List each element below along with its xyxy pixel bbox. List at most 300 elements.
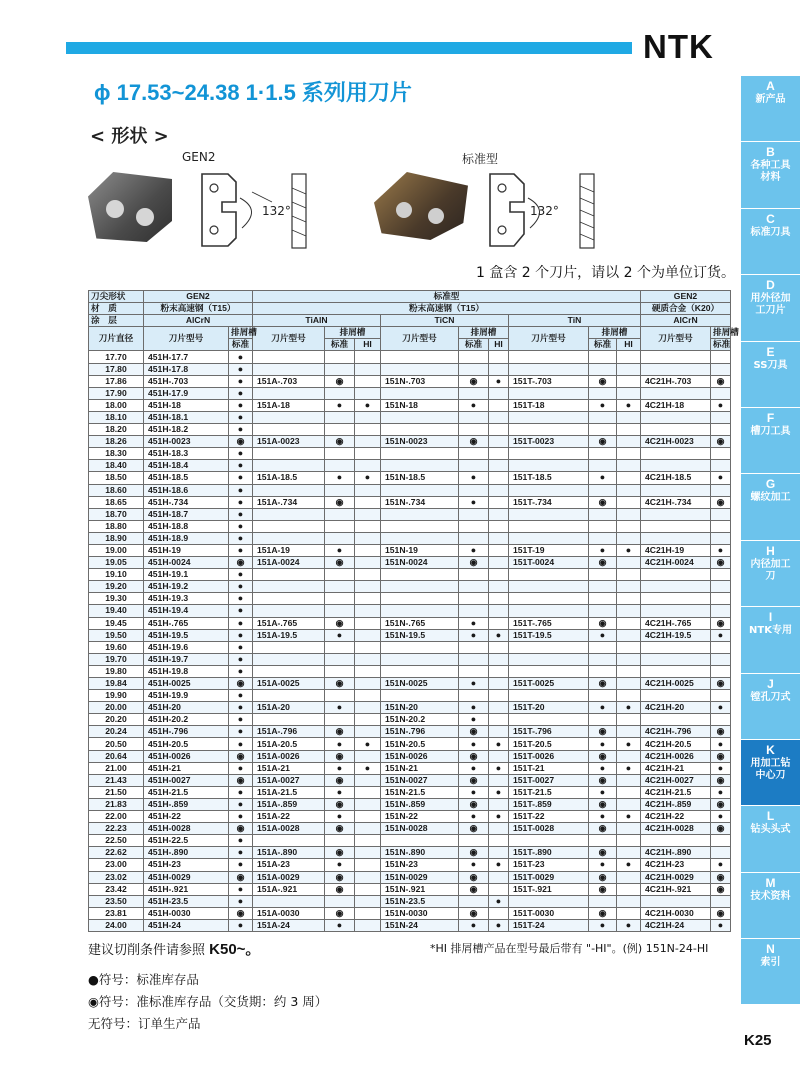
cell-stock-mark xyxy=(355,557,381,569)
cell-model: 4C21H-0024 xyxy=(641,557,711,569)
cell-model xyxy=(381,411,459,423)
cell-stock-mark xyxy=(325,895,355,907)
section-tab-f[interactable] xyxy=(741,408,800,474)
cell-stock-mark xyxy=(355,436,381,448)
section-tab-label: NTK专用 xyxy=(749,625,792,637)
cell-model: 151T-19 xyxy=(509,544,589,556)
page-number: K25 xyxy=(744,1032,772,1049)
table-row xyxy=(89,835,731,847)
cell-diameter: 20.20 xyxy=(89,714,144,726)
cell-model: 451H-20.5 xyxy=(144,738,229,750)
cell-model: 4C21H-19.5 xyxy=(641,629,711,641)
cell-stock-mark xyxy=(617,351,641,363)
cell-stock-mark xyxy=(617,907,641,919)
cell-stock-mark: ● xyxy=(459,859,489,871)
legend-order-made: 无符号：订单生产品 xyxy=(88,1016,201,1031)
section-tab-m[interactable] xyxy=(741,873,800,939)
cell-stock-mark xyxy=(489,750,509,762)
cell-model xyxy=(253,665,325,677)
cell-stock-mark: ◉ xyxy=(229,871,253,883)
cell-model: 151T-20.5 xyxy=(509,738,589,750)
cell-stock-mark: ● xyxy=(229,544,253,556)
cell-stock-mark xyxy=(459,448,489,460)
cell-diameter: 20.64 xyxy=(89,750,144,762)
cell-model: 151A-.859 xyxy=(253,798,325,810)
cell-stock-mark xyxy=(325,581,355,593)
cell-model xyxy=(641,424,711,436)
cell-stock-mark xyxy=(617,496,641,508)
cell-stock-mark: ● xyxy=(617,399,641,411)
cell-stock-mark xyxy=(489,641,509,653)
cell-stock-mark xyxy=(325,653,355,665)
cell-stock-mark: ◉ xyxy=(711,678,731,690)
cell-stock-mark xyxy=(355,448,381,460)
cell-stock-mark: ● xyxy=(589,919,617,931)
cell-stock-mark xyxy=(355,859,381,871)
cell-stock-mark xyxy=(489,436,509,448)
hi-note: *HI 排屑槽产品在型号最后带有 "-HI"。(例) 151N-24-HI xyxy=(430,942,709,955)
cell-stock-mark: ● xyxy=(229,665,253,677)
cell-diameter: 22.00 xyxy=(89,811,144,823)
cell-model: 451H-18.1 xyxy=(144,411,229,423)
cell-stock-mark: ● xyxy=(711,762,731,774)
cell-stock-mark: ◉ xyxy=(325,726,355,738)
header-chip-gen2: 排屑槽 xyxy=(229,327,253,339)
cell-stock-mark xyxy=(459,569,489,581)
cell-model xyxy=(641,448,711,460)
cell-stock-mark xyxy=(489,798,509,810)
cell-model: 151N-0030 xyxy=(381,907,459,919)
cell-stock-mark xyxy=(489,387,509,399)
cell-model: 4C21H-21 xyxy=(641,762,711,774)
cell-model: 451H-17.8 xyxy=(144,363,229,375)
table-row xyxy=(89,919,731,931)
cell-model xyxy=(509,581,589,593)
header-std-tin: 标准 xyxy=(589,339,617,351)
cell-stock-mark xyxy=(355,798,381,810)
cell-stock-mark: ● xyxy=(459,811,489,823)
cell-diameter: 19.90 xyxy=(89,690,144,702)
table-row xyxy=(89,665,731,677)
cell-stock-mark: ◉ xyxy=(589,907,617,919)
cell-model xyxy=(641,593,711,605)
cell-model: 151A-18.5 xyxy=(253,472,325,484)
cell-model: 151N-0028 xyxy=(381,823,459,835)
cell-model: 4C21H-0025 xyxy=(641,678,711,690)
cell-stock-mark: ● xyxy=(489,629,509,641)
section-tab-b[interactable] xyxy=(741,142,800,208)
cutting-conditions-ref: K50~。 xyxy=(209,941,261,958)
cell-stock-mark xyxy=(711,569,731,581)
cell-stock-mark xyxy=(355,617,381,629)
cell-stock-mark: ● xyxy=(589,399,617,411)
cell-stock-mark: ● xyxy=(589,738,617,750)
section-tab-letter: N xyxy=(766,942,775,957)
cell-stock-mark: ● xyxy=(617,544,641,556)
cell-stock-mark: ● xyxy=(589,811,617,823)
cell-stock-mark xyxy=(355,641,381,653)
cell-model xyxy=(509,532,589,544)
cell-stock-mark xyxy=(355,786,381,798)
section-tab-letter: A xyxy=(766,79,775,93)
cell-model: 151N-0029 xyxy=(381,871,459,883)
cell-model xyxy=(509,641,589,653)
cell-model: 451H-.921 xyxy=(144,883,229,895)
cell-model xyxy=(509,665,589,677)
cell-diameter: 21.43 xyxy=(89,774,144,786)
header-chip-tialn: 排屑槽 xyxy=(325,327,381,339)
cell-diameter: 18.10 xyxy=(89,411,144,423)
cell-stock-mark xyxy=(355,678,381,690)
cell-diameter: 18.50 xyxy=(89,472,144,484)
cell-stock-mark: ● xyxy=(617,702,641,714)
cell-model xyxy=(253,351,325,363)
cell-model xyxy=(253,641,325,653)
cell-stock-mark xyxy=(459,532,489,544)
cell-stock-mark xyxy=(325,593,355,605)
cell-model xyxy=(381,835,459,847)
cell-model: 151N-0023 xyxy=(381,436,459,448)
cell-stock-mark xyxy=(711,665,731,677)
cell-model: 151N-0026 xyxy=(381,750,459,762)
cell-stock-mark xyxy=(489,907,509,919)
cell-model: 451H-23.5 xyxy=(144,895,229,907)
cell-model: 451H-18.3 xyxy=(144,448,229,460)
cell-stock-mark: ◉ xyxy=(325,774,355,786)
cell-stock-mark xyxy=(489,883,509,895)
cell-diameter: 23.50 xyxy=(89,895,144,907)
cell-stock-mark xyxy=(589,714,617,726)
table-row xyxy=(89,653,731,665)
cell-stock-mark xyxy=(617,883,641,895)
cell-stock-mark xyxy=(355,835,381,847)
cell-stock-mark xyxy=(711,484,731,496)
cell-model: 451H-18.4 xyxy=(144,460,229,472)
cell-stock-mark xyxy=(355,895,381,907)
cell-diameter: 19.10 xyxy=(89,569,144,581)
cell-model xyxy=(381,641,459,653)
cell-stock-mark: ◉ xyxy=(589,823,617,835)
cell-stock-mark: ● xyxy=(589,786,617,798)
cell-stock-mark: ◉ xyxy=(325,678,355,690)
cell-model xyxy=(509,653,589,665)
cell-stock-mark xyxy=(355,460,381,472)
table-row xyxy=(89,448,731,460)
cell-model: 151A-0024 xyxy=(253,557,325,569)
cell-model xyxy=(641,520,711,532)
cell-stock-mark xyxy=(355,544,381,556)
section-tab-a[interactable] xyxy=(741,76,800,142)
cell-model: 451H-0026 xyxy=(144,750,229,762)
cell-stock-mark xyxy=(489,665,509,677)
cell-diameter: 20.00 xyxy=(89,702,144,714)
cell-model: 151A-20.5 xyxy=(253,738,325,750)
header-accent-bar xyxy=(66,42,632,54)
cell-stock-mark: ◉ xyxy=(459,750,489,762)
cell-stock-mark xyxy=(489,411,509,423)
cell-model: 451H-17.7 xyxy=(144,351,229,363)
section-tab-n[interactable] xyxy=(741,939,800,1005)
cell-model: 4C21H-19 xyxy=(641,544,711,556)
cell-model: 451H-19.6 xyxy=(144,641,229,653)
cell-model: 451H-18 xyxy=(144,399,229,411)
section-tab-letter: I xyxy=(768,610,773,625)
cell-model: 151N-.890 xyxy=(381,847,459,859)
cell-model: 151A-0026 xyxy=(253,750,325,762)
cell-stock-mark: ● xyxy=(229,593,253,605)
table-row xyxy=(89,581,731,593)
cell-stock-mark: ◉ xyxy=(325,436,355,448)
cell-model xyxy=(641,351,711,363)
cell-model: 451H-19.8 xyxy=(144,665,229,677)
cell-model: 451H-18.2 xyxy=(144,424,229,436)
table-row xyxy=(89,436,731,448)
cell-model xyxy=(381,605,459,617)
insert-drawing-gen2 xyxy=(196,168,316,252)
cell-stock-mark: ● xyxy=(229,786,253,798)
cell-stock-mark: ◉ xyxy=(459,883,489,895)
cell-stock-mark: ◉ xyxy=(589,883,617,895)
cell-stock-mark xyxy=(355,375,381,387)
cell-stock-mark: ● xyxy=(489,786,509,798)
section-tab-l[interactable] xyxy=(741,806,800,872)
cell-stock-mark xyxy=(355,581,381,593)
cell-stock-mark: ◉ xyxy=(711,617,731,629)
cell-diameter: 22.50 xyxy=(89,835,144,847)
cell-model xyxy=(381,387,459,399)
cell-stock-mark: ◉ xyxy=(325,557,355,569)
cell-stock-mark: ◉ xyxy=(229,436,253,448)
cell-stock-mark xyxy=(617,557,641,569)
cell-diameter: 19.70 xyxy=(89,653,144,665)
table-row xyxy=(89,702,731,714)
section-tab-i[interactable] xyxy=(741,607,800,673)
section-tab-j[interactable] xyxy=(741,674,800,740)
cell-stock-mark: ◉ xyxy=(325,871,355,883)
cell-stock-mark xyxy=(459,520,489,532)
cell-model xyxy=(641,581,711,593)
cell-model: 151N-20.5 xyxy=(381,738,459,750)
header-std-ticn: 标准 xyxy=(459,339,489,351)
cell-stock-mark: ◉ xyxy=(589,617,617,629)
cell-stock-mark xyxy=(489,460,509,472)
cell-stock-mark xyxy=(617,798,641,810)
cell-model: 151A-24 xyxy=(253,919,325,931)
section-tab-label: 各种工具材料 xyxy=(750,160,791,184)
header-material-label: 材 质 xyxy=(89,303,144,315)
cell-diameter: 17.70 xyxy=(89,351,144,363)
cell-model: 451H-19 xyxy=(144,544,229,556)
cell-diameter: 19.50 xyxy=(89,629,144,641)
cell-stock-mark xyxy=(325,508,355,520)
table-row xyxy=(89,387,731,399)
table-row xyxy=(89,375,731,387)
header-std-carbide: 标准 xyxy=(711,339,731,351)
cell-diameter: 23.00 xyxy=(89,859,144,871)
cell-stock-mark xyxy=(325,484,355,496)
cell-stock-mark xyxy=(617,835,641,847)
cell-stock-mark: ◉ xyxy=(711,557,731,569)
cell-stock-mark: ● xyxy=(229,726,253,738)
cell-stock-mark: ◉ xyxy=(229,774,253,786)
cell-model: 4C21H-.921 xyxy=(641,883,711,895)
cell-diameter: 19.30 xyxy=(89,593,144,605)
cell-stock-mark: ◉ xyxy=(589,726,617,738)
cell-stock-mark xyxy=(489,847,509,859)
cell-diameter: 23.02 xyxy=(89,871,144,883)
cell-stock-mark: ● xyxy=(711,399,731,411)
cell-model: 451H-21.5 xyxy=(144,786,229,798)
section-tab-g[interactable] xyxy=(741,474,800,540)
cell-model: 151N-0025 xyxy=(381,678,459,690)
cell-stock-mark: ● xyxy=(459,678,489,690)
header-coating-tialn: TiAlN xyxy=(253,315,381,327)
cell-stock-mark: ● xyxy=(229,605,253,617)
cell-stock-mark xyxy=(617,593,641,605)
section-tabs xyxy=(741,76,800,1005)
section-tab-letter: B xyxy=(766,145,775,160)
cell-model: 4C21H-20 xyxy=(641,702,711,714)
cell-model: 151N-0027 xyxy=(381,774,459,786)
cell-stock-mark xyxy=(489,605,509,617)
cell-stock-mark xyxy=(589,508,617,520)
cell-model: 151T-0028 xyxy=(509,823,589,835)
cell-model: 451H-19.4 xyxy=(144,605,229,617)
cell-model xyxy=(641,714,711,726)
section-tab-c[interactable] xyxy=(741,209,800,275)
cell-diameter: 17.90 xyxy=(89,387,144,399)
cell-model: 4C21H-18 xyxy=(641,399,711,411)
cell-stock-mark: ◉ xyxy=(711,774,731,786)
cell-stock-mark: ◉ xyxy=(711,883,731,895)
cell-model: 151A-19.5 xyxy=(253,629,325,641)
cell-model xyxy=(381,424,459,436)
cell-diameter: 19.84 xyxy=(89,678,144,690)
cell-stock-mark xyxy=(489,363,509,375)
cell-stock-mark xyxy=(459,424,489,436)
cell-stock-mark xyxy=(325,363,355,375)
cell-stock-mark: ◉ xyxy=(589,678,617,690)
cell-stock-mark: ◉ xyxy=(325,496,355,508)
cell-model: 151N-20 xyxy=(381,702,459,714)
cell-stock-mark: ● xyxy=(229,762,253,774)
cell-stock-mark: ● xyxy=(229,702,253,714)
table-row xyxy=(89,363,731,375)
cell-stock-mark: ◉ xyxy=(589,496,617,508)
cell-model: 4C21H-0027 xyxy=(641,774,711,786)
header-chip-ticn: 排屑槽 xyxy=(459,327,509,339)
cell-model xyxy=(381,653,459,665)
cell-stock-mark: ◉ xyxy=(325,847,355,859)
cell-stock-mark xyxy=(589,351,617,363)
cell-stock-mark: ● xyxy=(355,762,381,774)
cell-model xyxy=(641,387,711,399)
cell-model: 451H-18.6 xyxy=(144,484,229,496)
cell-stock-mark: ● xyxy=(229,629,253,641)
cell-model: 451H-.859 xyxy=(144,798,229,810)
section-tab-k[interactable] xyxy=(741,740,800,806)
cell-diameter: 18.00 xyxy=(89,399,144,411)
cell-stock-mark: ◉ xyxy=(459,726,489,738)
cell-stock-mark xyxy=(355,811,381,823)
header-hi-ticn: HI xyxy=(489,339,509,351)
cell-stock-mark: ● xyxy=(711,544,731,556)
cell-model: 151A-20 xyxy=(253,702,325,714)
cell-stock-mark xyxy=(355,665,381,677)
cell-model: 451H-24 xyxy=(144,919,229,931)
cell-model: 451H-22 xyxy=(144,811,229,823)
section-tab-e[interactable] xyxy=(741,342,800,408)
cell-stock-mark xyxy=(355,629,381,641)
section-tab-d[interactable] xyxy=(741,275,800,341)
cell-model xyxy=(253,653,325,665)
cell-stock-mark: ● xyxy=(229,690,253,702)
cell-stock-mark: ● xyxy=(711,919,731,931)
cell-stock-mark xyxy=(489,678,509,690)
cell-stock-mark: ◉ xyxy=(459,798,489,810)
cell-stock-mark: ◉ xyxy=(711,823,731,835)
header-diameter: 刀片直径 xyxy=(89,327,144,351)
cell-stock-mark: ● xyxy=(589,762,617,774)
cell-model xyxy=(253,605,325,617)
cell-stock-mark: ● xyxy=(589,544,617,556)
cell-stock-mark xyxy=(489,520,509,532)
cell-model xyxy=(253,363,325,375)
page-title: ϕ 17.53~24.38 1·1.5 系列用刀片 xyxy=(94,80,412,105)
header-chip-tin: 排屑槽 xyxy=(589,327,641,339)
cell-model: 151A-.796 xyxy=(253,726,325,738)
cell-model xyxy=(509,460,589,472)
cell-model: 451H-18.8 xyxy=(144,520,229,532)
cell-diameter: 24.00 xyxy=(89,919,144,931)
cell-stock-mark: ● xyxy=(617,811,641,823)
section-tab-h[interactable] xyxy=(741,541,800,607)
cell-stock-mark: ● xyxy=(489,375,509,387)
cell-model: 151T-.921 xyxy=(509,883,589,895)
cell-diameter: 21.00 xyxy=(89,762,144,774)
cell-stock-mark: ● xyxy=(229,581,253,593)
table-row xyxy=(89,557,731,569)
table-row xyxy=(89,520,731,532)
cell-model xyxy=(509,520,589,532)
cell-diameter: 19.45 xyxy=(89,617,144,629)
cell-stock-mark: ● xyxy=(459,472,489,484)
cell-stock-mark xyxy=(617,653,641,665)
cell-model xyxy=(509,714,589,726)
cell-model: 451H-19.7 xyxy=(144,653,229,665)
cell-model xyxy=(381,569,459,581)
cell-stock-mark: ◉ xyxy=(589,750,617,762)
cell-stock-mark: ● xyxy=(325,811,355,823)
cell-model: 151N-0024 xyxy=(381,557,459,569)
cell-model: 451H-19.9 xyxy=(144,690,229,702)
cell-stock-mark: ● xyxy=(711,629,731,641)
cell-stock-mark xyxy=(355,883,381,895)
cell-stock-mark xyxy=(355,907,381,919)
cell-model: 4C21H-.703 xyxy=(641,375,711,387)
cell-stock-mark xyxy=(489,508,509,520)
cell-model: 451H-19.5 xyxy=(144,629,229,641)
cell-stock-mark: ◉ xyxy=(711,907,731,919)
cell-stock-mark xyxy=(617,387,641,399)
cell-stock-mark xyxy=(355,508,381,520)
cell-stock-mark xyxy=(459,508,489,520)
cell-stock-mark: ● xyxy=(229,895,253,907)
cell-stock-mark xyxy=(355,919,381,931)
cell-stock-mark: ◉ xyxy=(325,798,355,810)
cell-stock-mark: ◉ xyxy=(711,798,731,810)
cell-diameter: 19.05 xyxy=(89,557,144,569)
